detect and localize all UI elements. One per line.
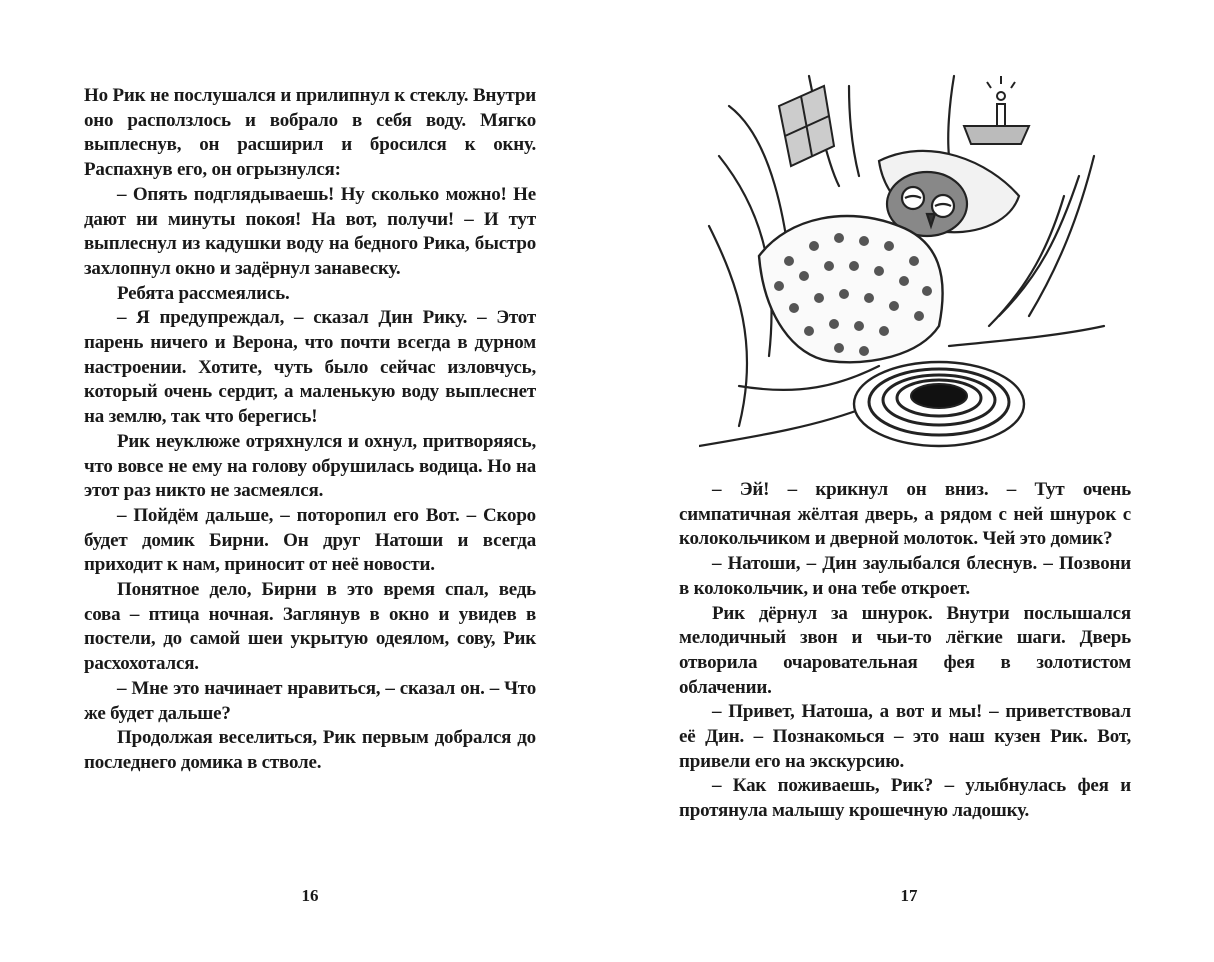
lamp-shelf [964, 76, 1029, 144]
sleeping-owl-illustration [699, 66, 1119, 458]
paragraph: – Привет, Натоша, а вот и мы! – приветствовал её Дин. – Познакомься – это наш кузен Рик. Вот, привели его на экскурсию. [679, 701, 1131, 772]
paragraph: – Опять подглядываешь! Ну сколько можно! Не дают ни минуты покоя! На вот, получи! – И тут выплеснул из кадушки воду на бедного Рика, быстро захлопнул окно и задёрнул занавеску. [84, 183, 536, 279]
tree-ring-hole [854, 362, 1024, 446]
paragraph: Ребята рассмеялись. [117, 282, 290, 304]
paragraph: – Эй! – крикнул он вниз. – Тут очень симпатичная жёлтая дверь, а рядом с ней шнурок с колокольчиком и дверной молоток. Чей это домик? [679, 479, 1131, 550]
window-drawing [779, 86, 834, 166]
paragraph: Рик неуклюже отряхнулся и охнул, притворяясь, что вовсе не ему на голову обрушилась водица. Но на этот раз никто не засмеялся. [84, 430, 536, 502]
page-number-right: 17 [900, 886, 918, 905]
paragraph: Продолжая веселиться, Рик первым добрался до последнего домика в стволе. [84, 727, 536, 773]
paragraph: Рик дёрнул за шнурок. Внутри послышался мелодичный звон и чьи-то лёгкие шаги. Дверь отворила очаровательная фея в золотистом облачении. [679, 602, 1131, 698]
paragraph: – Я предупреждал, – сказал Дин Рику. – Этот парень ничего и Верона, что почти всегда в дурном настроении. Хотите, чуть было сейчас изловчусь, который очень сердит, а маленькую воду выплеснет на землю, так что берегись! [84, 307, 536, 428]
right-page [607, 0, 1214, 962]
paragraph: – Мне это начинает нравиться, – сказал он. – Что же будет дальше? [84, 677, 536, 724]
paragraph: Понятное дело, Бирни в это время спал, ведь сова – птица ночная. Заглянув в окно и увидев в постели, до самой шеи укрытую одеялом, сову, Рик расхохотался. [84, 579, 536, 675]
paragraph: – Как поживаешь, Рик? – улыбнулась фея и протянула малышу крошечную ладошку. [679, 775, 1131, 822]
left-text-column [84, 84, 536, 776]
paragraph: Но Рик не послушался и прилипнул к стеклу. Внутри оно расползлось и вобрало в себя воду. Мягко выплеснув, он расширил и бросился к окну. Распахнув его, он огрызнулся: [84, 85, 536, 181]
paragraph: – Пойдём дальше, – поторопил его Вот. – Скоро будет домик Бирни. Он друг Натоши и всегда приходит к нам, приносит от неё новости. [84, 504, 536, 576]
paragraph: – Натоши, – Дин заулыбался блеснув. – Позвони в колокольчик, и она тебе откроет. [679, 553, 1131, 599]
page-number-left: 16 [301, 886, 319, 905]
right-text-column [679, 478, 1131, 824]
polka-dot-blanket [759, 216, 943, 362]
